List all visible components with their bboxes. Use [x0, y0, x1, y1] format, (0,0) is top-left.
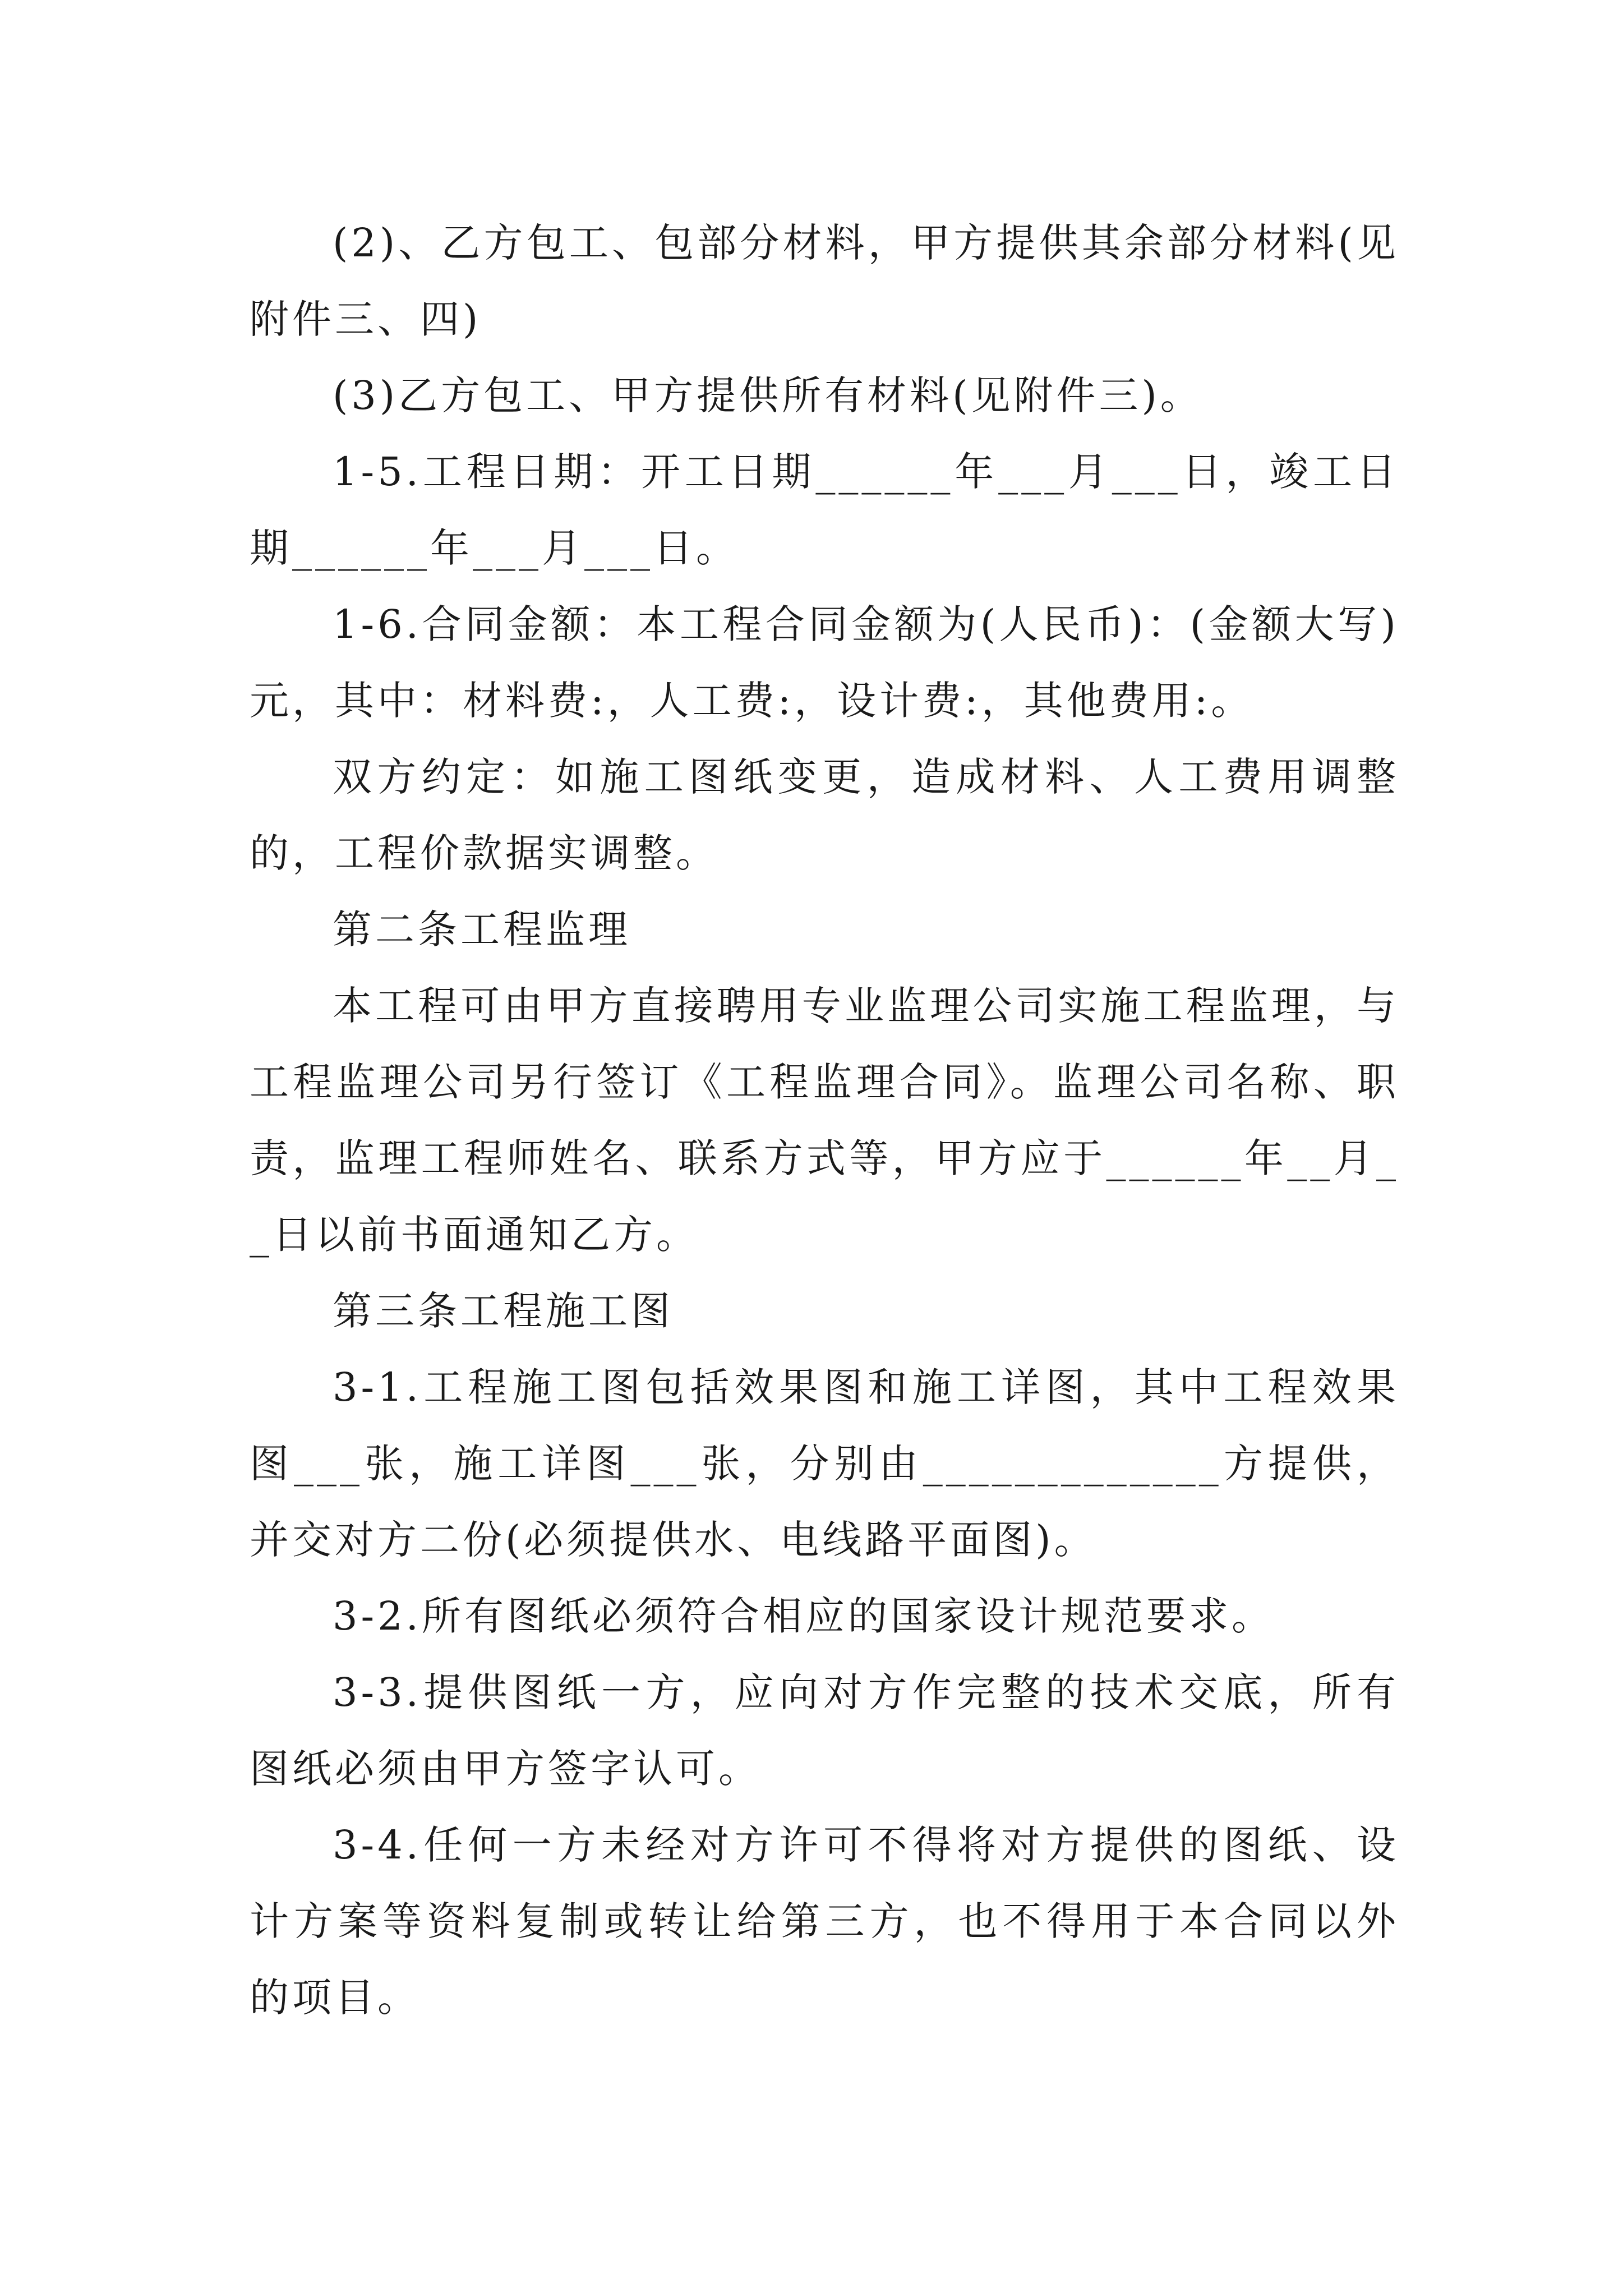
paragraph-supervision: 本工程可由甲方直接聘用专业监理公司实施工程监理，与工程监理公司另行签订《工程监理合同》。监理公司名称、职责，监理工程师姓名、联系方式等，甲方应于______年__月__日以前书面通知乙方。: [250, 983, 1399, 1258]
document-body: [250, 205, 1399, 2036]
paragraph-material-option-2: (2)、乙方包工、包部分材料，甲方提供其余部分材料(见附件三、四): [250, 220, 1399, 342]
paragraph-drawings-3-3: 3-3.提供图纸一方，应向对方作完整的技术交底，所有图纸必须由甲方签字认可。: [250, 1669, 1399, 1792]
section-heading-supervision: 第二条工程监理: [333, 907, 631, 953]
paragraph-drawings-3-4: 3-4.任何一方未经对方许可不得将对方提供的图纸、设计方案等资料复制或转让给第三方，也不得用于本合同以外的项目。: [250, 1822, 1399, 2021]
paragraph-drawings-3-2: 3-2.所有图纸必须符合相应的国家设计规范要求。: [333, 1593, 1274, 1639]
paragraph-price-adjustment: 双方约定：如施工图纸变更，造成材料、人工费用调整的，工程价款据实调整。: [250, 754, 1399, 876]
paragraph-project-dates: 1-5.工程日期：开工日期______年___月___日，竣工日期______年___月___日。: [250, 449, 1399, 571]
paragraph-drawings-3-1: 3-1.工程施工图包括效果图和施工详图，其中工程效果图___张，施工详图___张，分别由_____________方提供，并交对方二份(必须提供水、电线路平面图)。: [250, 1364, 1399, 1563]
paragraph-contract-amount: 1-6.合同金额：本工程合同金额为(人民币)：(金额大写)元，其中：材料费:，人工费:，设计费:，其他费用:。: [250, 601, 1399, 724]
paragraph-material-option-3: (3)乙方包工、甲方提供所有材料(见附件三)。: [333, 372, 1203, 418]
section-heading-drawings: 第三条工程施工图: [333, 1288, 674, 1334]
